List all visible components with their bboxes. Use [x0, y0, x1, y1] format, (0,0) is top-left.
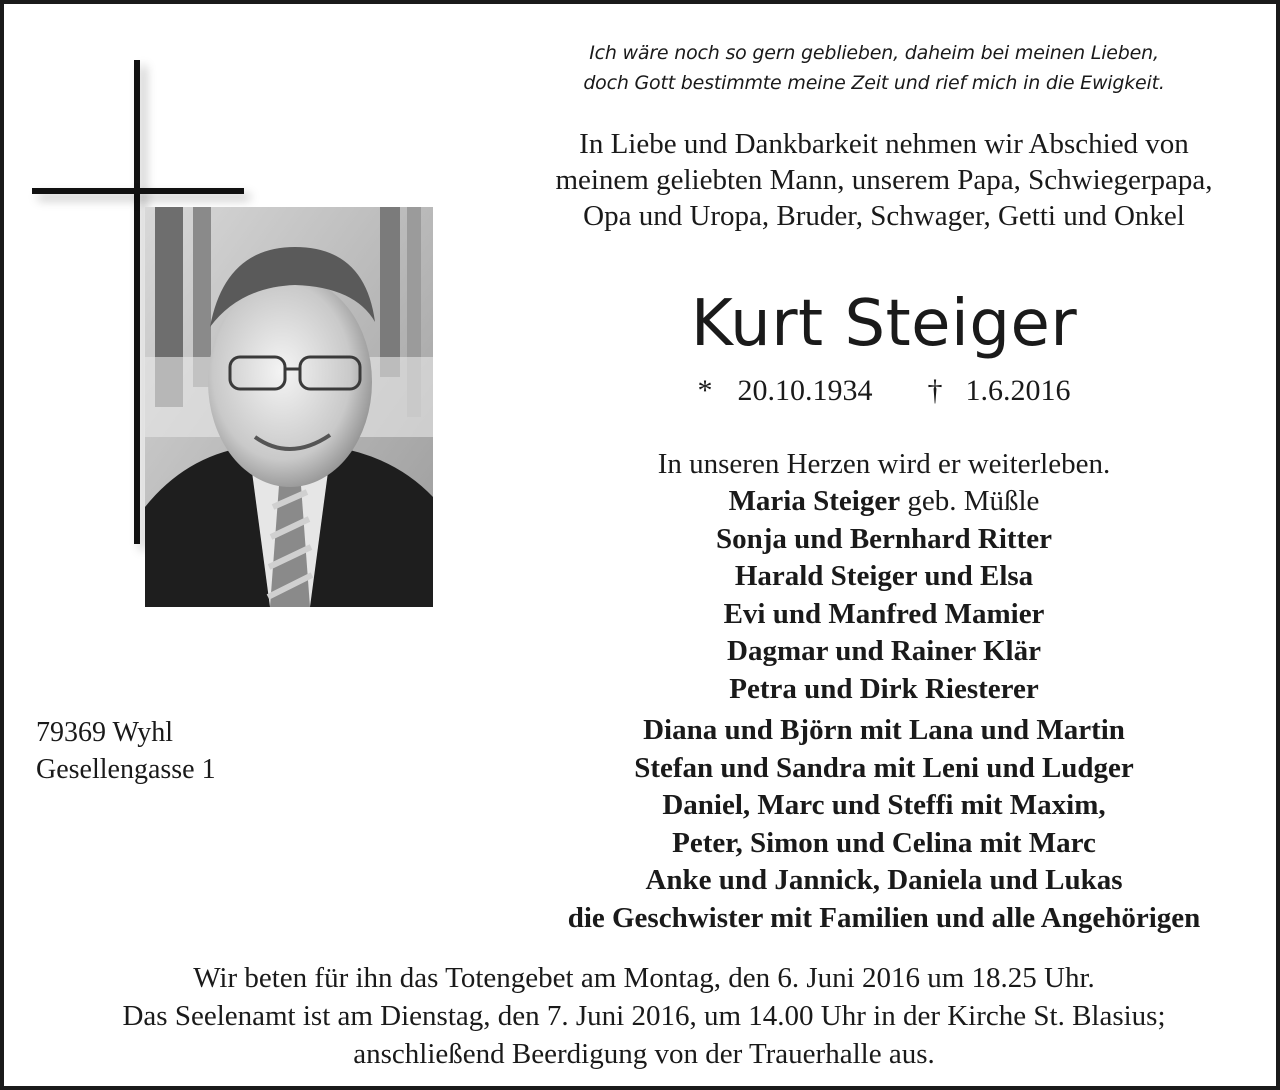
verse-line: doch Gott bestimmte meine Zeit und rief mich in die Ewigkeit. [583, 72, 1165, 94]
list-item: Sonja und Bernhard Ritter [716, 522, 1052, 555]
list-item: Daniel, Marc und Steffi mit Maxim, [662, 789, 1106, 821]
life-dates [494, 371, 1274, 411]
deceased-name: Kurt Steiger [690, 287, 1078, 361]
cross-icon-horizontal-bar [32, 188, 244, 194]
list-item: Stefan und Sandra mit Leni und Ludger [634, 751, 1134, 784]
birth-symbol: * [697, 374, 713, 407]
birth-date: 20.10.1934 [737, 374, 873, 407]
footer-line: Wir beten für ihn das Totengebet am Montag, den 6. Juni 2016 um 18.25 Uhr. [193, 962, 1095, 994]
portrait-photo [145, 207, 433, 607]
spouse-name: Maria Steiger [728, 485, 901, 517]
service-information [14, 959, 1274, 1073]
address-street: Gesellengasse 1 [36, 754, 216, 785]
mourner-address [36, 714, 216, 788]
intro-line: meinem geliebten Mann, unserem Papa, Schwiegerpapa, [555, 164, 1213, 196]
list-item: Petra und Dirk Riesterer [729, 672, 1039, 705]
death-symbol: † [927, 374, 943, 407]
memory-line: In unseren Herzen wird er weiterleben. [657, 448, 1111, 480]
address-city: 79369 Wyhl [36, 717, 174, 748]
list-item: Dagmar und Rainer Klär [727, 635, 1041, 667]
death-date: 1.6.2016 [965, 374, 1071, 407]
cross-icon-vertical-bar [134, 60, 140, 544]
farewell-intro [494, 126, 1274, 234]
footer-line: anschließend Beerdigung von der Trauerhalle aus. [353, 1038, 935, 1070]
list-item: die Geschwister mit Familien und alle Angehörigen [567, 901, 1201, 934]
list-item: Peter, Simon und Celina mit Marc [672, 826, 1096, 859]
spouse-maiden-name: geb. Müßle [900, 485, 1040, 517]
opening-verse [494, 38, 1254, 98]
spouse-line [494, 483, 1274, 521]
intro-line: Opa und Uropa, Bruder, Schwager, Getti und Onkel [583, 200, 1185, 232]
list-item: Diana und Björn mit Lana und Martin [643, 714, 1125, 746]
verse-line: Ich wäre noch so gern geblieben, daheim bei meinen Lieben, [589, 42, 1159, 64]
intro-line: In Liebe und Dankbarkeit nehmen wir Abschied von [579, 128, 1189, 160]
family-list-grandchildren [494, 712, 1274, 937]
list-item: Harald Steiger und Elsa [734, 560, 1034, 592]
list-item: Anke und Jannick, Daniela und Lukas [645, 864, 1123, 896]
family-list-children [494, 483, 1274, 708]
list-item: Evi und Manfred Mamier [723, 597, 1045, 630]
footer-line: Das Seelenamt ist am Dienstag, den 7. Juni 2016, um 14.00 Uhr in der Kirche St. Blasius; [122, 1000, 1166, 1032]
